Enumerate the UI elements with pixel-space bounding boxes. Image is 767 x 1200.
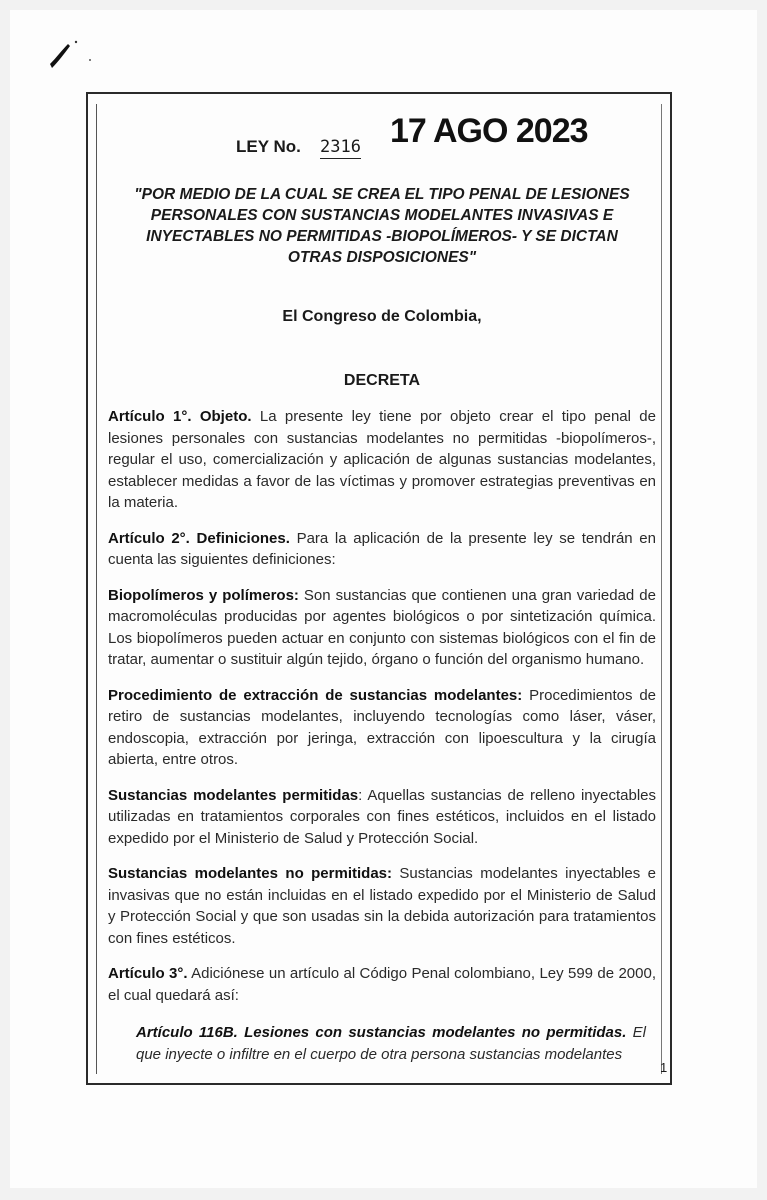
- definition-no-permitidas-heading: Sustancias modelantes no permitidas:: [108, 865, 392, 882]
- article-116b-heading: Artículo 116B. Lesiones con sustancias modelantes no permitidas.: [136, 1024, 627, 1041]
- article-116b-quote: [136, 1022, 646, 1065]
- definition-no-permitidas-text: Sustancias modelantes inyectables e invasivas que no están incluidas en el listado expedido por el Ministerio de Salud y Protección Social y que son usadas sin la debida autorización para tratamientos con fines estéticos.: [108, 865, 656, 947]
- pen-mark-icon: [38, 36, 98, 76]
- document-body: [108, 110, 656, 1065]
- definition-permitidas: [108, 785, 656, 850]
- decreta-heading: DECRETA: [343, 372, 421, 389]
- law-label: LEY No.: [236, 137, 301, 156]
- law-title: "POR MEDIO DE LA CUAL SE CREA EL TIPO PENAL DE LESIONES PERSONALES CON SUSTANCIAS MODELANTES INVASIVAS E INYECTABLES NO PERMITIDAS -BIOPOLÍMEROS- Y SE DICTAN OTRAS DISPOSICIONES": [134, 186, 630, 266]
- article-2: [108, 528, 656, 571]
- article-1: [108, 406, 656, 514]
- definition-biopolimeros: [108, 585, 656, 671]
- article-1-text: La presente ley tiene por objeto crear el tipo penal de lesiones personales con sustancias modelantes no permitidas -biopolímeros-, regular el uso, comercialización y aplicación de algunas sustancias modelantes, establecer medidas a favor de las víctimas y promover estrategias preventivas en la materia.: [108, 408, 656, 511]
- article-3-text: Adiciónese un artículo al Código Penal colombiano, Ley 599 de 2000, el cual quedará así:: [108, 965, 656, 1004]
- definition-extraccion-heading: Procedimiento de extracción de sustancias modelantes:: [108, 686, 523, 704]
- law-number: 2316: [320, 137, 361, 157]
- article-116b-text: El que inyecte o infiltre en el cuerpo de otra persona sustancias modelantes: [136, 1024, 646, 1063]
- definition-no-permitidas: [108, 863, 656, 949]
- page-number: 1: [660, 1060, 668, 1075]
- article-1-heading: Artículo 1°. Objeto.: [108, 408, 252, 425]
- article-3: [108, 963, 656, 1006]
- article-2-text: Para la aplicación de la presente ley se tendrán en cuenta las siguientes definiciones:: [108, 529, 656, 568]
- law-date-stamp: 17 AGO 2023: [390, 112, 588, 150]
- definition-permitidas-text: : Aquellas sustancias de relleno inyectables utilizadas en tratamientos corporales con fines estéticos, incluidos en el listado expedido por el Ministerio de Salud y Protección Social.: [108, 786, 656, 847]
- definition-extraccion-text: Procedimientos de retiro de sustancias modelantes, incluyendo tecnologías como láser, váser, endoscopia, extracción por jeringa, extracción con lipoescultura y la cirugía abierta, entre otros.: [108, 686, 657, 768]
- article-2-heading: Artículo 2°. Definiciones.: [108, 529, 290, 547]
- definition-biopolimeros-text: Son sustancias que contienen una gran variedad de macromoléculas producidas por agentes biológicos o por sintetización química. Los biopolímeros pueden actuar en conjunto con sistemas biológicos con el fin de tratar, aumentar o sustituir algún tejido, órgano o función del organismo humano.: [108, 586, 656, 668]
- law-header: [108, 112, 656, 162]
- article-3-heading: Artículo 3°.: [108, 965, 188, 982]
- definition-extraccion: [108, 685, 656, 771]
- definition-permitidas-heading: Sustancias modelantes permitidas: [108, 786, 359, 804]
- congress-line: El Congreso de Colombia,: [282, 308, 482, 325]
- definition-biopolimeros-heading: Biopolímeros y polímeros:: [108, 586, 299, 604]
